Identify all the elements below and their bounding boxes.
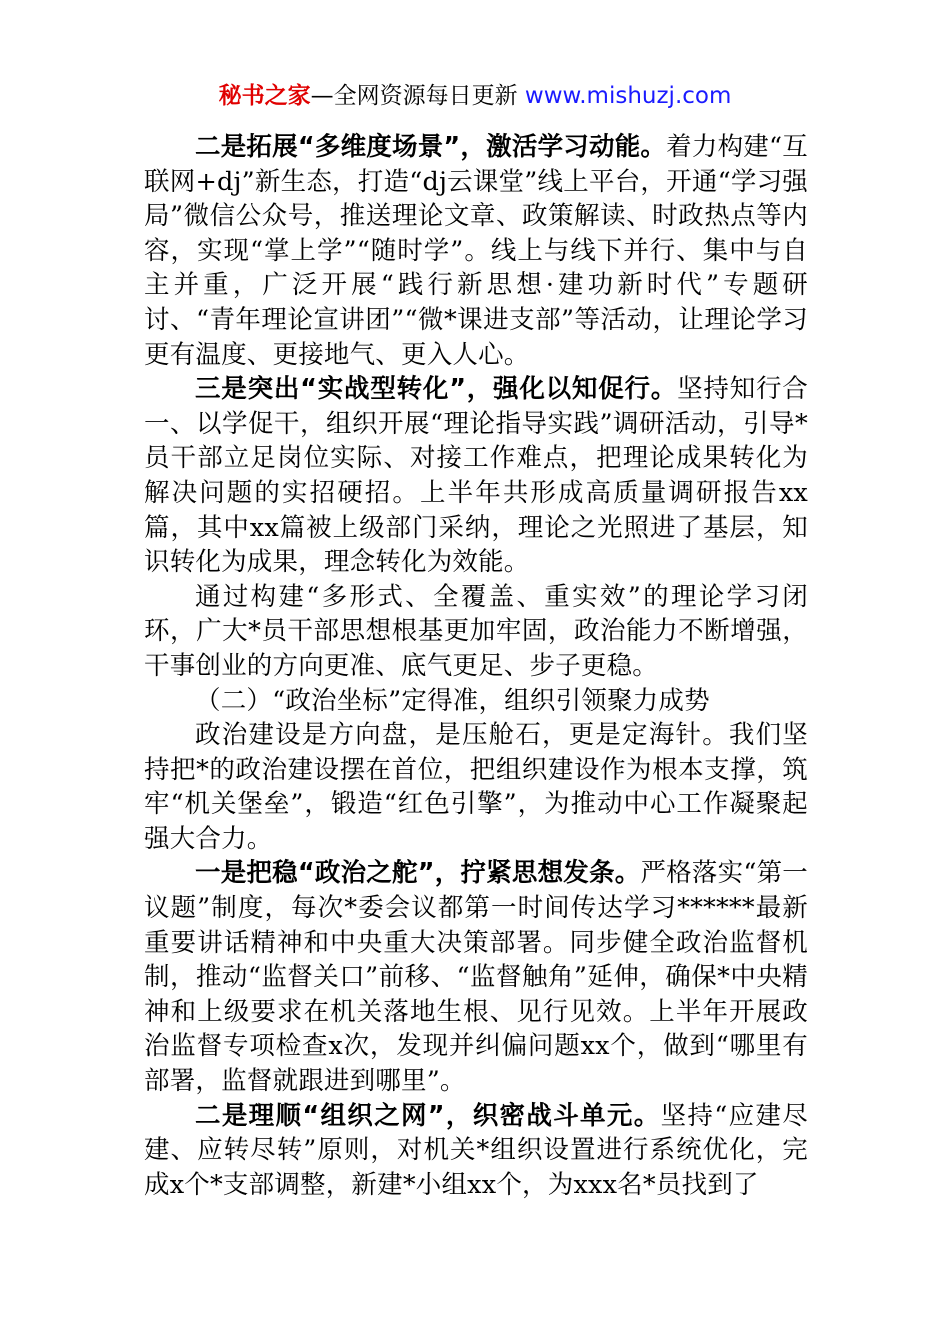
paragraph-lead: 二是理顺“组织之网”，织密战斗单元。 xyxy=(195,1100,661,1131)
document-body xyxy=(144,130,808,1202)
paragraph-text: 着力构建“互联网+dj”新生态，打造“dj云课堂”线上平台，开通“学习强局”微信公众号，推送理论文章、政策解读、时政热点等内容，实现“掌上学”“随时学”。线上与线下并行、集中与自主并重，广泛开展“践行新思想·建功新时代”专题研讨、“青年理论宣讲团”“微*课进支部”等活动，让理论学习更有温度、更接地气、更入人心。 xyxy=(144,132,808,370)
section-heading xyxy=(144,684,808,719)
site-url-link[interactable]: www.mishuzj.com xyxy=(524,83,732,109)
paragraph-lead: 三是突出“实战型转化”，强化以知促行。 xyxy=(195,374,678,405)
paragraph-lead: 一是把稳“政治之舵”，拧紧思想发条。 xyxy=(195,858,641,889)
site-brand: 秘书之家 xyxy=(218,83,311,109)
paragraph xyxy=(144,856,808,1098)
paragraph-text: 坚持“应建尽建、应转尽转”原则，对机关*组织设置进行系统优化，完成x个*支部调整，新建*小组xx个，为xxx名*员找到了 xyxy=(144,1100,808,1200)
paragraph-text: 严格落实“第一议题”制度，每次*委会议都第一时间传达学习******最新重要讲话精神和中央重大决策部署。同步健全政治监督机制，推动“监督关口”前移、“监督触角”延伸，确保*中央精神和上级要求在机关落地生根、见行见效。上半年开展政治监督专项检查x次，发现并纠偏问题xx个，做到“哪里有部署，监督就跟进到哪里”。 xyxy=(144,858,808,1097)
paragraph xyxy=(144,718,808,856)
paragraph-text: 政治建设是方向盘，是压舱石，更是定海针。我们坚持把*的政治建设摆在首位，把组织建设作为根本支撑，筑牢“机关堡垒”，锻造“红色引擎”，为推动中心工作凝聚起强大合力。 xyxy=(144,720,808,854)
paragraph xyxy=(144,372,808,580)
paragraph xyxy=(144,580,808,684)
paragraph-lead: 二是拓展“多维度场景”，激活学习动能。 xyxy=(195,132,667,162)
paragraph xyxy=(144,1099,808,1203)
paragraph xyxy=(144,130,808,372)
site-header xyxy=(0,80,950,112)
paragraph-text: 通过构建“多形式、全覆盖、重实效”的理论学习闭环，广大*员干部思想根基更加牢固，政治能力不断增强，干事创业的方向更准、底气更足、步子更稳。 xyxy=(144,581,808,681)
site-slogan: —全网资源每日更新 xyxy=(310,83,525,109)
paragraph-text: 坚持知行合一、以学促干，组织开展“理论指导实践”调研活动，引导*员干部立足岗位实际、对接工作难点，把理论成果转化为解决问题的实招硬招。上半年共形成高质量调研报告xx篇，其中xx篇被上级部门采纳，理论之光照进了基层，知识转化为成果，理念转化为效能。 xyxy=(144,374,808,578)
section-heading-text: （二）“政治坐标”定得准，组织引领聚力成势 xyxy=(195,685,710,716)
